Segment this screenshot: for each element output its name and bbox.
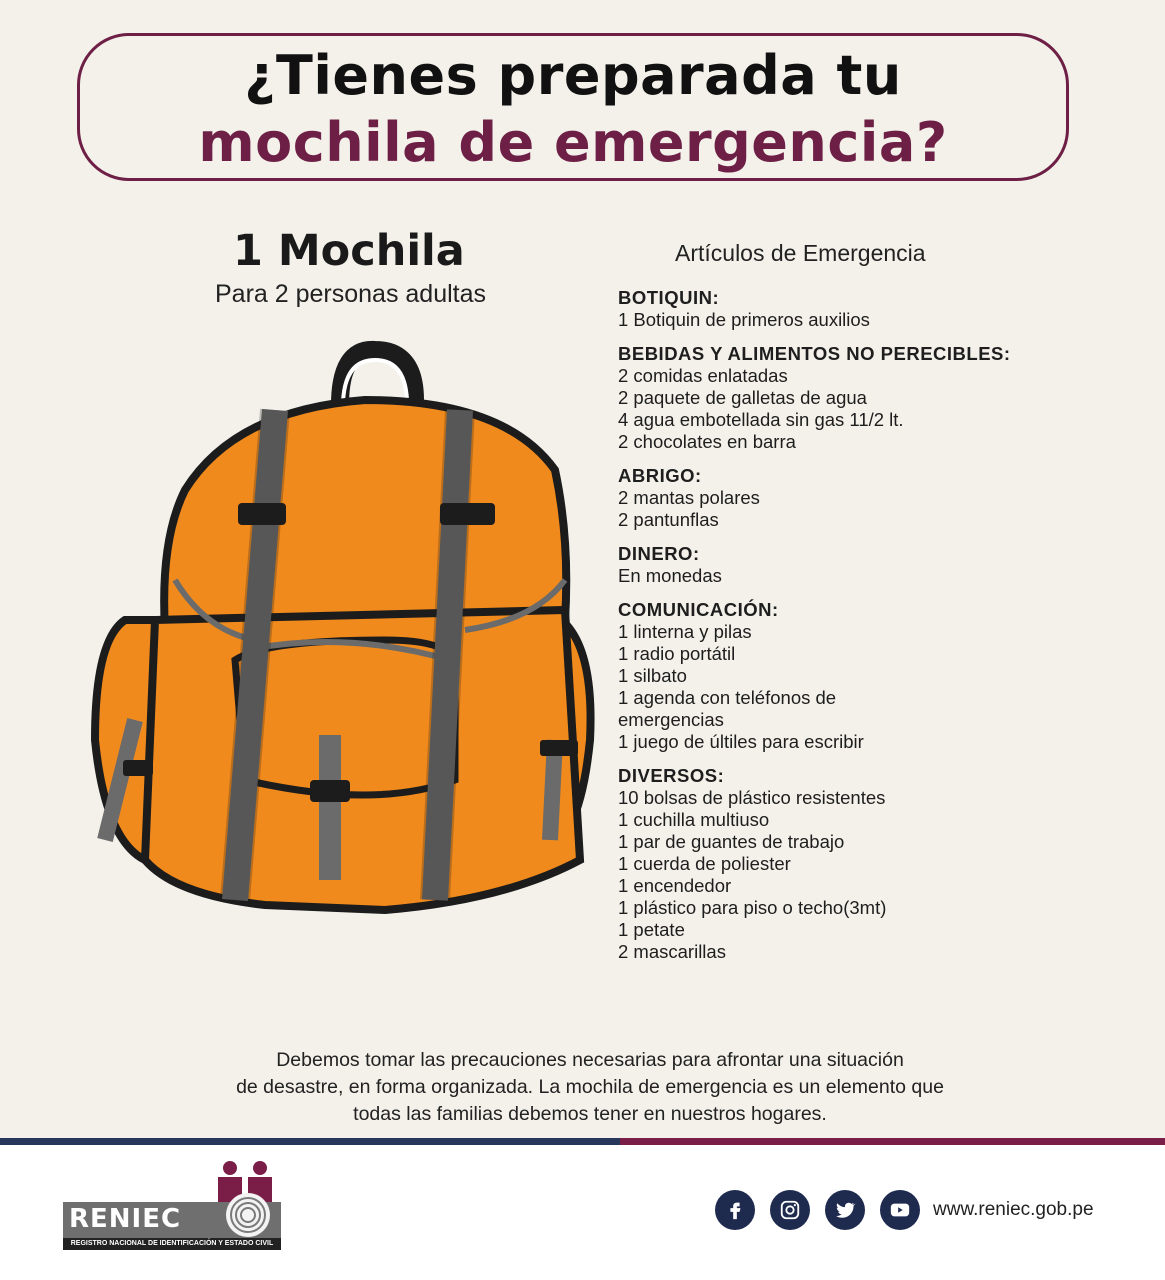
logo-subtext: REGISTRO NACIONAL DE IDENTIFICACIÓN Y ESTADO CIVIL <box>63 1238 281 1250</box>
list-item: 1 silbato <box>618 665 687 686</box>
emergency-items-list <box>618 287 1138 963</box>
category-botiquin <box>618 287 1138 331</box>
list-item: 2 mascarillas <box>618 941 726 962</box>
list-item: 2 paquete de galletas de agua <box>618 387 867 408</box>
category-comunicacion <box>618 599 1138 753</box>
list-item: 10 bolsas de plástico resistentes <box>618 787 886 808</box>
list-item: 1 linterna y pilas <box>618 621 752 642</box>
list-item: 1 juego de últiles para escribir <box>618 731 864 752</box>
footer-line-3: todas las familias debemos tener en nuestros hogares. <box>353 1103 827 1125</box>
list-item: 1 par de guantes de trabajo <box>618 831 845 852</box>
footer-line-2: de desastre, en forma organizada. La mochila de emergencia es un elemento que <box>236 1076 944 1098</box>
category-heading: BOTIQUIN: <box>618 287 720 308</box>
list-item: En monedas <box>618 565 722 586</box>
list-item: 1 encendedor <box>618 875 732 896</box>
title-line-1: ¿Tienes preparada tu <box>244 44 902 107</box>
title-line-2: mochila de emergencia? <box>198 111 948 174</box>
list-item: 1 cuchilla multiuso <box>618 809 770 830</box>
list-item: 1 radio portátil <box>618 643 736 664</box>
list-item: 1 plástico para piso o techo(3mt) <box>618 897 887 918</box>
category-heading: BEBIDAS Y ALIMENTOS NO PERECIBLES: <box>618 343 1011 364</box>
list-item: 1 Botiquin de primeros auxilios <box>618 309 870 330</box>
website-url[interactable]: www.reniec.gob.pe <box>933 1199 1094 1220</box>
category-abrigo <box>618 465 1138 531</box>
backpack-title: 1 Mochila <box>233 226 465 276</box>
list-item: 1 petate <box>618 919 685 940</box>
category-heading: COMUNICACIÓN: <box>618 599 779 620</box>
list-item: 2 mantas polares <box>618 487 760 508</box>
category-dinero <box>618 543 1138 587</box>
facebook-icon[interactable] <box>715 1190 755 1230</box>
footer-message <box>150 1047 1030 1128</box>
category-heading: DIVERSOS: <box>618 765 725 786</box>
youtube-icon[interactable] <box>880 1190 920 1230</box>
category-diversos <box>618 765 1138 963</box>
list-item: 2 pantunflas <box>618 509 719 530</box>
instagram-icon[interactable] <box>770 1190 810 1230</box>
twitter-icon[interactable] <box>825 1190 865 1230</box>
title-box <box>77 33 1069 181</box>
list-item: 1 agenda con teléfonos de emergencias <box>618 687 837 730</box>
backpack-illustration <box>85 340 605 920</box>
category-heading: ABRIGO: <box>618 465 702 486</box>
logo-text: RENIEC <box>69 1204 182 1234</box>
divider-stripe-red <box>620 1138 1165 1145</box>
list-item: 2 chocolates en barra <box>618 431 796 452</box>
list-title: Artículos de Emergencia <box>675 240 926 266</box>
list-item: 4 agua embotellada sin gas 11/2 lt. <box>618 409 904 430</box>
category-heading: DINERO: <box>618 543 700 564</box>
divider-stripe-blue <box>0 1138 620 1145</box>
fingerprint-icon <box>223 1190 273 1240</box>
backpack-subtitle: Para 2 personas adultas <box>215 280 487 308</box>
list-item: 2 comidas enlatadas <box>618 365 788 386</box>
category-bebidas <box>618 343 1138 453</box>
footer-line-1: Debemos tomar las precauciones necesarias para afrontar una situación <box>276 1049 904 1071</box>
reniec-logo <box>63 1160 283 1252</box>
list-item: 1 cuerda de poliester <box>618 853 791 874</box>
